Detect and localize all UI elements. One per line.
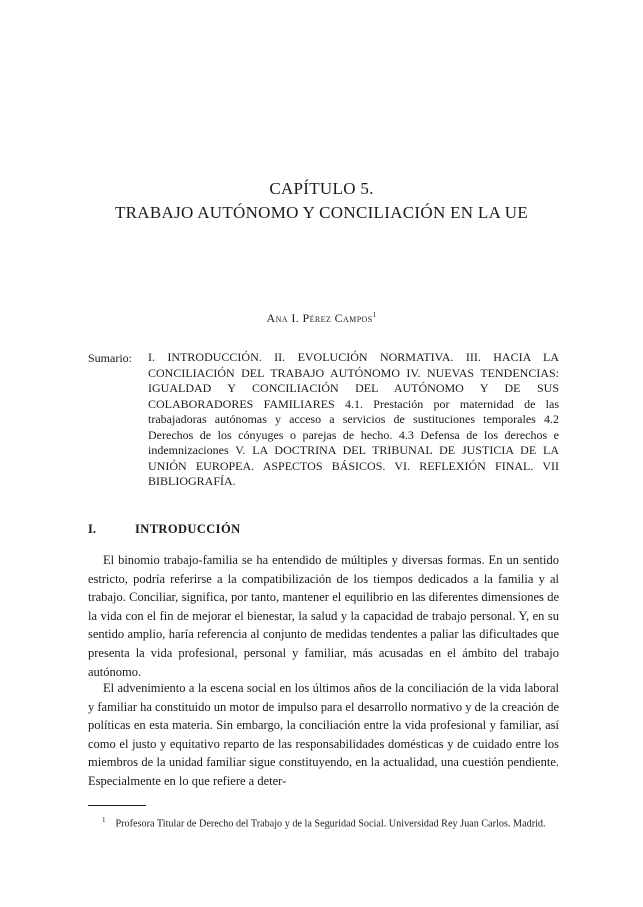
summary-label: Sumario: xyxy=(88,351,132,365)
footnote-divider xyxy=(88,805,146,806)
body-paragraph-2: El advenimiento a la escena social en los últimos años de la conciliación de la vida laboral y familiar ha constituido un motor de impulso para el desarrollo normativo y de la creación de políticas en esta materia. Sin embargo, la conciliación entre la vida profesional y familiar, así como el justo y equitativo reparto de las responsabilidades domésticas y de cuidado entre los miembros de la unidad familiar sigue constituyendo, en la actualidad, una cuestión pendiente. Especialmente en lo que refiere a deter- xyxy=(88,681,559,788)
footnote-mark: 1 xyxy=(102,816,106,824)
author-line xyxy=(0,311,643,326)
chapter-title: TRABAJO AUTÓNOMO Y CONCILIACIÓN EN LA UE xyxy=(114,203,529,222)
author-footnote-ref: 1 xyxy=(372,311,377,319)
chapter-number: CAPÍTULO 5. xyxy=(269,179,374,198)
section-title: INTRODUCCIÓN xyxy=(135,522,241,536)
footnote-text: Profesora Titular de Derecho del Trabajo y de la Seguridad Social. Universidad Rey Juan Carlos. Madrid. xyxy=(115,818,546,830)
body-paragraph-1: El binomio trabajo-familia se ha entendido de múltiples y diversas formas. En un sentido estricto, podría referirse a la compatibilización de los tiempos dedicados a la familia y al trabajo. Conciliar, significa, por tanto, mantener el equilibrio en las diferentes dimensiones de la vida con el fin de mejorar el bienestar, la salud y la capacidad de trabajo personal. Y, en su sentido amplio, haría referencia al conjunto de medidas tendentes a paliar las dificultades que presenta la vida profesional, personal y familiar, más acusadas en el ámbito del trabajo autónomo. xyxy=(88,553,559,679)
footnote xyxy=(88,813,559,831)
author-name: Ana I. Pérez Campos xyxy=(266,311,373,325)
summary-text: I. INTRODUCCIÓN. II. EVOLUCIÓN NORMATIVA. III. HACIA LA CONCILIACIÓN DEL TRABAJO AUTÓNOMO IV. NUEVAS TENDENCIAS: IGUALDAD Y CONCILIACIÓN DEL AUTÓNOMO Y DE SUS COLABORADORES FAMILIARES 4.1. Prestación por maternidad de las trabajadoras autónomas y acceso a servicios de sustituciones temporales 4.2 Derechos de los cónyuges o parejas de hecho. 4.3 Defensa de los derechos e indemnizaciones V. LA DOCTRINA DEL TRIBUNAL DE JUSTICIA DE LA UNIÓN EUROPEA. ASPECTOS BÁSICOS. VI. REFLEXIÓN FINAL. VII BIBLIOGRAFÍA. xyxy=(148,350,559,488)
section-number: I. xyxy=(88,522,96,536)
